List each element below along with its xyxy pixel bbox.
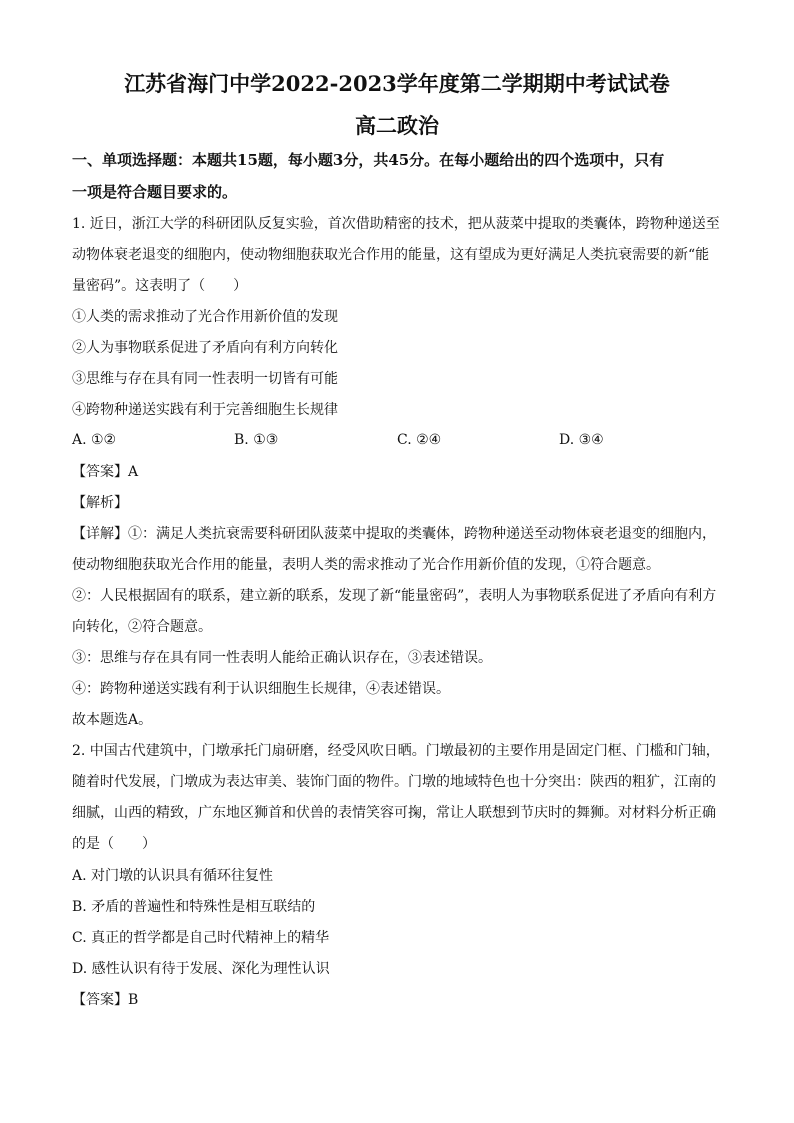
q1-statement-4: ④跨物种递送实践有利于完善细胞生长规律 bbox=[72, 402, 338, 418]
q1-detail-line-3: ②：人民根据固有的联系，建立新的联系，发现了新“能量密码”，表明人为事物联系促进了矛盾向有利方 bbox=[72, 588, 717, 604]
section-header-line-2: 一项是符合题目要求的。 bbox=[72, 183, 238, 201]
q2-option-b: B. 矛盾的普遍性和特殊性是相互联结的 bbox=[72, 899, 316, 915]
q1-detail-line-4: 向转化，②符合题意。 bbox=[72, 619, 212, 635]
q1-detail-line-7: 故本题选A。 bbox=[72, 712, 153, 728]
q2-stem-line-4: 的是（ ） bbox=[72, 836, 156, 852]
q1-statement-3: ③思维与存在具有同一性表明一切皆有可能 bbox=[72, 371, 338, 387]
q1-option-b: B. ①③ bbox=[234, 432, 279, 448]
q2-option-d: D. 感性认识有待于发展、深化为理性认识 bbox=[72, 961, 330, 977]
q1-analysis-label: 【解析】 bbox=[72, 495, 128, 511]
q2-answer: 【答案】B bbox=[72, 992, 139, 1008]
q1-stem-line-3: 量密码”。这表明了（ ） bbox=[72, 278, 248, 294]
section-header-line-1: 一、单项选择题：本题共15题，每小题3分，共45分。在每小题给出的四个选项中，只有 bbox=[72, 151, 665, 169]
q1-option-c: C. ②④ bbox=[397, 432, 442, 448]
q1-option-d: D. ③④ bbox=[559, 432, 604, 448]
q1-statement-1: ①人类的需求推动了光合作用新价值的发现 bbox=[72, 309, 338, 325]
q1-options bbox=[72, 430, 732, 450]
q2-option-c: C. 真正的哲学都是自己时代精神上的精华 bbox=[72, 930, 330, 946]
q2-stem-line-1: 2. 中国古代建筑中，门墩承托门扇研磨，经受风吹日晒。门墩最初的主要作用是固定门框、门槛和门轴， bbox=[72, 743, 720, 759]
q1-detail-line-5: ③：思维与存在具有同一性表明人能给正确认识存在，③表述错误。 bbox=[72, 650, 492, 666]
q2-stem-line-2: 随着时代发展，门墩成为表达审美、装饰门面的物件。门墩的地域特色也十分突出：陕西的粗犷，江南的 bbox=[72, 774, 716, 790]
q1-stem-line-1: 1. 近日，浙江大学的科研团队反复实验，首次借助精密的技术，把从菠菜中提取的类囊体，跨物种递送至 bbox=[72, 216, 720, 232]
q1-option-a: A. ①② bbox=[72, 432, 117, 448]
q1-detail-line-6: ④：跨物种递送实践有利于认识细胞生长规律，④表述错误。 bbox=[72, 681, 450, 697]
q2-option-a: A. 对门墩的认识具有循环往复性 bbox=[72, 868, 274, 884]
exam-subject: 高二政治 bbox=[355, 113, 439, 138]
q1-stem-line-2: 动物体衰老退变的细胞内，使动物细胞获取光合作用的能量，这有望成为更好满足人类抗衰需要的新“能 bbox=[72, 247, 710, 263]
q1-detail-line-1: 【详解】①：满足人类抗衰需要科研团队菠菜中提取的类囊体，跨物种递送至动物体衰老退变的细胞内， bbox=[72, 526, 716, 542]
exam-title: 江苏省海门中学2022-2023学年度第二学期期中考试试卷 bbox=[124, 71, 670, 96]
q1-detail-line-2: 使动物细胞获取光合作用的能量，表明人类的需求推动了光合作用新价值的发现，①符合题意。 bbox=[72, 557, 660, 573]
q1-answer: 【答案】A bbox=[72, 464, 139, 480]
q1-statement-2: ②人为事物联系促进了矛盾向有利方向转化 bbox=[72, 340, 338, 356]
q2-stem-line-3: 细腻，山西的精致，广东地区狮首和伏兽的表情笑容可掬，常让人联想到节庆时的舞狮。对材料分析正确 bbox=[72, 805, 716, 821]
